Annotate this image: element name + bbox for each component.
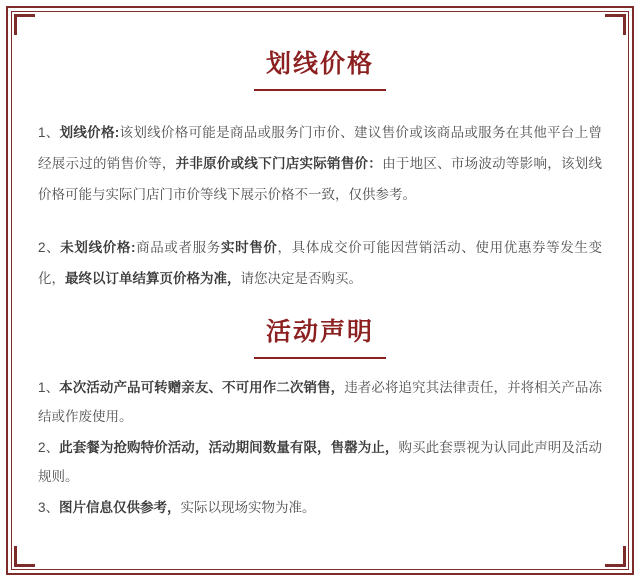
paragraph-strikethrough-price-1 (38, 117, 602, 210)
paragraph-run: 划线价格: (59, 125, 120, 140)
section-title-activity-statement: 活动声明 (265, 318, 374, 346)
activity-statement-list (38, 373, 602, 522)
title-underline-rule-1 (254, 89, 386, 91)
paragraph-run: 并非原价或线下门店实际销售价： (175, 156, 383, 171)
paragraph-strikethrough-price-2 (38, 232, 602, 294)
list-item-run: 活动期间数量有限，售罄为止， (208, 440, 399, 455)
list-item-index: 2、 (38, 440, 60, 455)
paragraph-run: 商品或者服务 (135, 240, 221, 255)
document-content (30, 26, 610, 555)
list-item-run: 此套餐为抢购特价活动， (59, 440, 209, 455)
list-item (38, 373, 602, 431)
paragraph-run: 由于地区、市场波动等影响，该划线价格可能与实际门店门市价等线下展示价格不一致，仅供参考。 (38, 156, 602, 202)
paragraph-index: 2、 (38, 240, 61, 255)
list-item-run: 图片信息仅供参考， (59, 500, 181, 515)
paragraph-run: 最终以订单结算页价格为准， (65, 271, 241, 286)
list-item (38, 433, 602, 491)
list-item-index: 3、 (38, 500, 60, 515)
list-item-run: 购买此套票视为认同此声明及活动规则。 (38, 440, 603, 484)
list-item-run: 并将相关产品冻结或作废使用。 (38, 380, 602, 424)
list-item-run: 违者必将追究其法律责任， (344, 380, 508, 395)
paragraph-run: 该划线价格可能是商品或服务门市价、建议售价或该商品或服务在其他平台上曾经展示过的销售价等， (38, 125, 602, 171)
list-item-index: 1、 (38, 380, 60, 395)
list-item (38, 493, 602, 522)
list-item-run: 实际以现场实物为准。 (180, 500, 316, 515)
list-item-run: 不可用作二次销售， (222, 380, 345, 395)
paragraph-run: 实时售价 (220, 240, 278, 255)
section-title-strikethrough-price: 划线价格 (265, 50, 374, 78)
paragraph-run: ，具体成交价可能因营销活动、使用优惠券等发生变化， (38, 240, 603, 286)
paragraph-run: 请您决定是否购买。 (240, 271, 362, 286)
paragraph-run: 未划线价格: (60, 240, 136, 255)
list-item-run: 本次活动产品可转赠亲友、 (59, 380, 223, 395)
title-underline-rule-2 (254, 357, 386, 359)
paragraph-index: 1、 (38, 125, 60, 140)
